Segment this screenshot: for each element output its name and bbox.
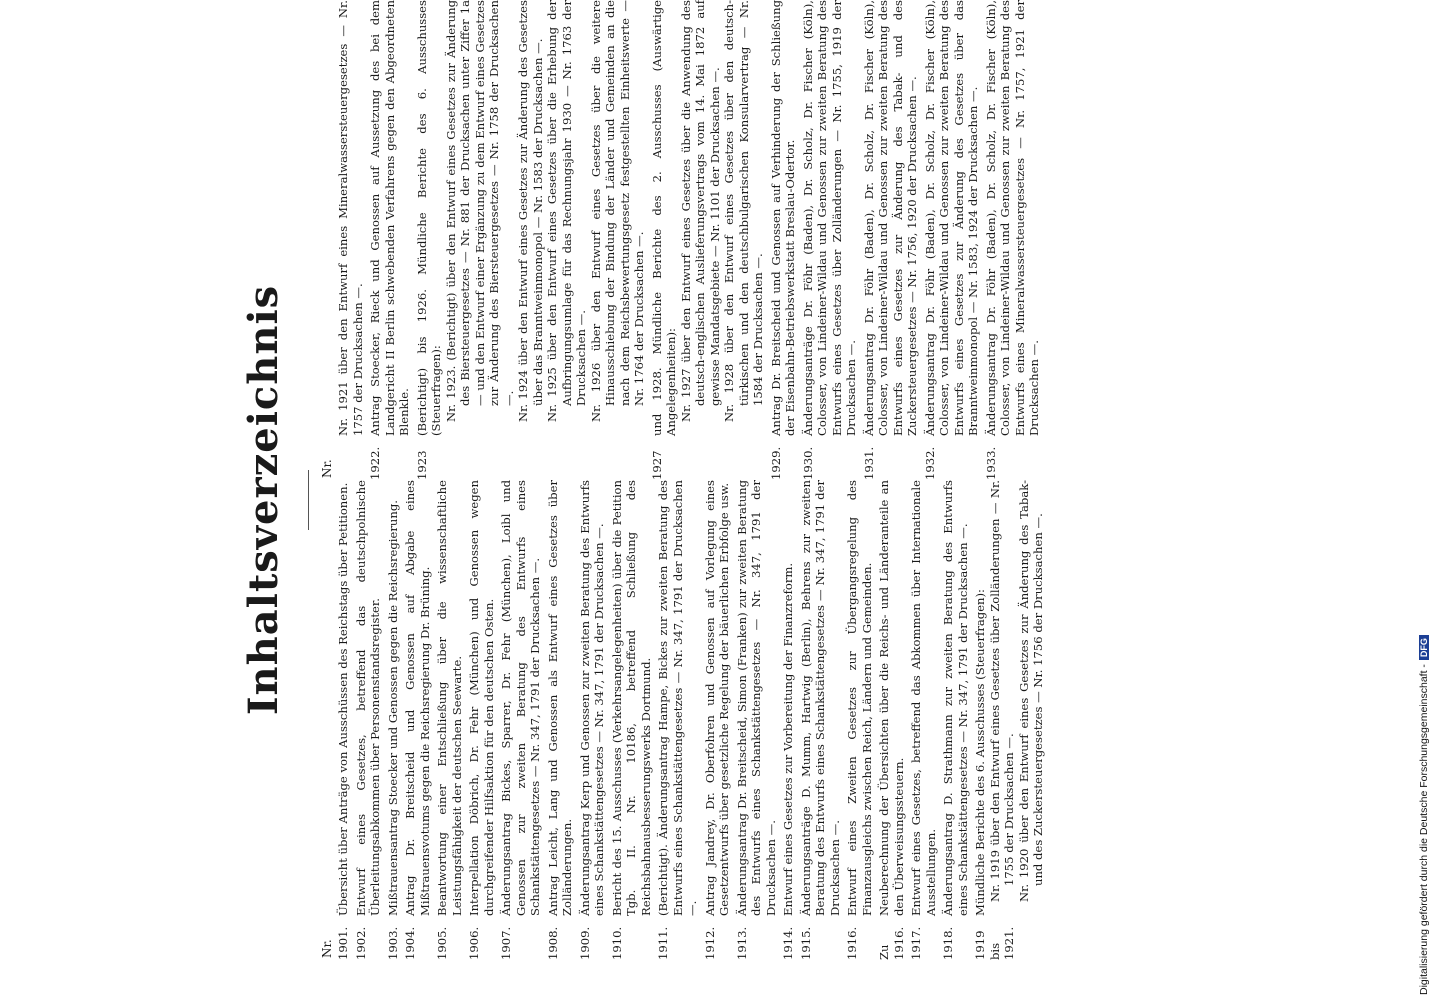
entry-line: Änderungsanträge D. Mumm, Hartwig (Berlin), Behrens zur zweiten Beratung des Entwurfs eines Schankstättengesetzes — Nr. 347, 1791 der Drucksachen —. [798,480,842,916]
entry-number: 1911. [656,926,670,960]
toc-entry [368,0,412,480]
entry-line: Änderungsantrag Kerp und Genossen zur zweiten Beratung des Entwurfs eines Schankstättengesetzes — Nr. 347, 1791 der Drucksachen —. [577,480,606,916]
entry-number: 1903. [385,926,400,960]
entry-text [386,480,401,916]
entry-line: Nr. 1920 über den Entwurf eines Gesetzes zur Änderung des Tabak- und des Zuckersteuergesetzes — Nr. 1756 der Drucksachen —. [1016,480,1045,902]
entry-number: 1931. [861,446,876,480]
entry-line: Änderungsantrag Bickes, Sparrer, Dr. Fehr (München), Loibl und Genossen zur zweiten Beratung des Entwurfs eines Schankstättengesetzes — Nr. 347, 1791 der Drucksachen —. [499,480,542,916]
entry-number: 1930. [800,446,815,480]
entry-number: 1932. [922,446,937,480]
toc-entry [403,480,432,960]
entry-number: 1909. [577,926,592,960]
entry-number: 1908. [545,926,560,960]
entry-text [735,480,779,916]
rotated-document-page [240,0,1410,1000]
entry-number: 1927 [649,450,664,480]
entry-number: 1917. [909,926,923,960]
toc-entry [435,480,464,960]
entry-number: Zu 1916. [877,926,906,960]
entry-number: 1901. [336,926,350,960]
digitization-note-text: Digitalisierung gefördert durch die Deutsche Forschungsgemeinschaft - [1418,664,1430,995]
entry-line: Nr. 1924 über den Entwurf eines Gesetzes zur Änderung des Gesetzes über das Branntweinmonopol — Nr. 1583 der Drucksachen —. [516,0,545,422]
toc-entry [984,0,1042,480]
entry-text [610,480,654,916]
entry-text [973,480,1046,916]
entry-line: Entwurf eines Zweiten Gesetzes zur Übergangsregelung des Finanzausgleichs zwischen Reich, Ländern und Gemeinden. [845,480,874,916]
entry-line: Bericht des 15. Ausschusses (Verkehrsangelegenheiten) über die Petition Tgb. II. Nr. 10186, betreffend Schließung des Reichsbahnausbesserungswerks Dortmund. [609,480,653,916]
entry-text [801,0,859,436]
entry-text [354,480,383,916]
entry-number: 1923 [414,450,429,480]
entry-line: Nr. 1919 über den Entwurf eines Gesetzes über Zolländerungen — Nr. 1755 der Drucksachen —. [987,480,1016,902]
entry-number: 1916. [845,926,859,960]
entry-number: 1918. [941,926,955,960]
entry-line: Antrag Dr. Breitscheid und Genossen auf Abgabe eines Mißtrauensvotums gegen die Reichsregierung Dr. Brüning. [403,480,432,916]
toc-entry [354,480,383,960]
entry-text [578,480,607,916]
entry-line: (Berichtigt) bis 1926. Mündliche Berichte des 6. Ausschusses (Steuerfragen): [414,0,443,436]
toc-entry [415,0,647,480]
entry-number [336,436,365,480]
entry-text [336,0,365,436]
entry-text [845,480,874,916]
entry-line: Antrag Jandrey, Dr. Oberfohren und Genossen auf Vorlegung eines Gesetzentwurfs über gesetzliche Regelung der bäuerlichen Erbfolge usw. [702,480,731,916]
entry-line: Nr. 1923. (Berichtigt) über den Entwurf eines Gesetzes zur Änderung des Biersteuergesetzes — Nr. 881 der Drucksachen unter Ziffer 1a — und den Entwurf einer Ergänzung zu dem Entwurf eines Gesetzes zur Änderung des Biersteuergesetzes — Nr. 1758 der Drucksachen —. [443,0,516,422]
toc-entry [703,480,732,960]
toc-entry [909,480,938,960]
entry-line: Änderungsanträge Dr. Föhr (Baden), Dr. Scholz, Dr. Fischer (Köln), Colosser, von Lindeiner-Wildau und Genossen zur zweiten Beratung des Entwurfs eines Gesetzes über Zolländerungen — Nr. 1755, 1919 der Drucksachen —. [800,0,858,436]
entry-line: Nr. 1928 über den Entwurf eines Gesetzes über den deutsch-türkischen und den deutschbulgarischen Konsularvertrag — Nr. 1584 der Drucksachen —. [722,0,765,422]
entry-text [984,0,1042,436]
entry-line: Entwurf eines Gesetzes, betreffend das deutschpolnische Überleitungsabkommen über Personenstandsregister. [353,480,382,916]
entry-number: 1907. [499,926,513,960]
entry-line: Beantwortung einer Entschließung über die wissenschaftliche Leistungsfähigkeit der deutschen Seewarte. [435,480,464,916]
entry-number: 1919 bis 1921. [973,926,1016,960]
title-rule [308,470,309,530]
entry-line: Nr. 1926 über den Entwurf eines Gesetzes über die weitere Hinausschiebung der Bindung der Länder und Gemeinden an die nach dem Reichsbewertungsgesetz festgestellten Einheitswerte — Nr. 1764 der Drucksachen —. [588,0,646,422]
entry-line: Änderungsantrag Dr. Föhr (Baden), Dr. Scholz, Dr. Fischer (Köln), Colosser, von Lindeiner-Wildau und Genossen zur zweiten Beratung des Entwurfs eines Mineralwassersteuergesetzes — Nr. 1757, 1921 der Drucksachen —. [983,0,1041,436]
entry-text [650,0,766,436]
entry-number: 1933. [983,446,998,480]
entry-text [781,480,796,916]
entry-text [546,480,575,916]
toc-entry [650,0,766,480]
entry-text [368,0,412,436]
toc-entry [973,480,1046,960]
entry-text [415,0,647,436]
entry-text [467,480,496,916]
entry-line: Mißtrauensantrag Stoecker und Genossen gegen die Reichsregierung. [385,500,400,916]
entry-line: Änderungsantrag Dr. Breitscheid, Simon (Franken) zur zweiten Beratung des Entwurfs eines Schankstättengesetzes — Nr. 347, 1791 der Drucksachen —. [734,480,778,916]
entry-text [499,480,543,916]
entry-text [435,480,464,916]
entry-line: Nr. 1921 über den Entwurf eines Mineralwassersteuergesetzes — Nr. 1757 der Drucksachen —. [336,0,365,436]
toc-entry [769,0,798,480]
entry-line: Nr. 1927 über den Entwurf eines Gesetzes über die Anwendung des deutsch-englischen Auslieferungsvertrags vom 14. Mai 1872 auf gewisse Mandatsgebiete — Nr. 1101 der Drucksachen —. [678,0,722,422]
nr-heading: Nr. [320,939,334,958]
entry-text [909,480,938,916]
entry-number: 1902. [353,926,368,960]
toc-entry [862,0,920,480]
toc-entry [845,480,874,960]
dfg-logo: DFG [1419,635,1429,660]
left-column [320,480,1049,960]
toc-entry [336,480,351,960]
toc-entry [799,480,843,960]
entry-line: Änderungsantrag Dr. Föhr (Baden), Dr. Scholz, Dr. Fischer (Köln), Colosser, von Lindeiner-Wildau und Genossen zur zweiten Beratung des Entwurfs eines Gesetzes zur Änderung des Gesetzes über das Branntweinmonopol — Nr. 1583, 1924 der Drucksachen —. [922,0,980,436]
entry-line: Änderungsantrag Dr. Föhr (Baden), Dr. Scholz, Dr. Fischer (Köln), Colosser, von Lindeiner-Wildau und Genossen zur zweiten Beratung des Entwurfs eines Gesetzes zur Änderung des Tabak- und des Zuckersteuergesetzes — Nr. 1756, 1920 der Drucksachen —. [861,0,919,436]
entry-number: 1904. [403,926,417,960]
entry-line: (Berichtigt). Änderungsantrag Hampe, Bickes zur zweiten Beratung des Entwurfs eines Schankstättengesetzes — Nr. 347, 1791 der Drucksachen —. [656,480,699,916]
entry-number: 1912. [702,926,717,960]
toc-entry [336,0,365,480]
entry-text [923,0,981,436]
entry-line: Nr. 1925 über den Entwurf eines Gesetzes über die Erhebung der Aufbringungsumlage für das Rechnungsjahr 1930 — Nr. 1763 der Drucksachen —. [545,0,588,422]
entry-text [703,480,732,916]
toc-entry [578,480,607,960]
entry-text [769,0,798,436]
entry-line: Änderungsantrag D. Strathmann zur zweiten Beratung des Entwurfs eines Schankstättengesetzes — Nr. 347, 1791 der Drucksachen —. [941,480,970,916]
entry-line: Antrag Stoecker, Rieck und Genossen auf Aussetzung des bei dem Landgericht II Berlin schwebenden Verfahrens gegen den Abgeordneten Blenkle. [368,0,411,436]
entry-line: Antrag Dr. Breitscheid und Genossen auf Verhinderung der Schließung der Eisenbahn-Betriebswerkstatt Breslau-Odertor. [768,0,797,436]
entry-text [336,480,351,916]
toc-entry [610,480,654,960]
toc-entry [923,0,981,480]
entry-text [403,480,432,916]
entry-text [877,480,906,916]
entry-number: 1914. [781,926,795,960]
toc-entry [656,480,700,960]
toc-entry [386,480,401,960]
entry-number: 1905. [435,926,449,960]
entry-number: 1915. [798,926,813,960]
entry-number: 1922. [368,446,382,480]
entry-number: 1910. [609,926,624,960]
page-title: Inhaltsverzeichnis [240,284,287,716]
entry-number: 1906. [467,926,481,960]
entry-line: Übersicht über Anträge von Ausschüssen des Reichstags über Petitionen. [336,482,350,916]
right-column [320,0,1045,480]
entry-line: Antrag Leicht, Lang und Genossen als Entwurf eines Gesetzes über Zolländerungen. [545,480,574,916]
right-entry-list [336,0,1042,480]
entry-line: und 1928. Mündliche Berichte des 2. Ausschusses (Auswärtige Angelegenheiten): [649,0,678,436]
toc-entry [941,480,970,960]
toc-entry [877,480,906,960]
toc-entry [499,480,543,960]
entry-text [862,0,920,436]
entry-line: Interpellation Döbrich, Dr. Fehr (München) und Genossen wegen durchgreifender Hilfsaktion für den deutschen Osten. [467,480,496,916]
entry-line: Neuberechnung der Übersichten über die Reichs- und Länderanteile an den Überweisungssteuern. [877,480,906,916]
entry-line: Entwurf eines Gesetzes zur Vorbereitung der Finanzreform. [781,562,795,916]
toc-entry [801,0,859,480]
entry-text [656,480,700,916]
entry-text [941,480,970,916]
entry-line: Entwurf eines Gesetzes, betreffend das Abkommen über Internationale Ausstellungen. [909,480,938,916]
toc-entry [735,480,779,960]
entry-line: Mündliche Berichte des 6. Ausschusses (Steuerfragen): [973,589,987,916]
entry-number: 1929. [768,446,783,480]
digitization-note [1418,5,1432,995]
toc-entry [546,480,575,960]
entry-text [799,480,843,916]
toc-entry [467,480,496,960]
entry-number: 1913. [734,926,749,960]
nr-heading: Nr. [320,459,334,478]
left-entry-list [336,480,1046,960]
toc-entry [781,480,796,960]
